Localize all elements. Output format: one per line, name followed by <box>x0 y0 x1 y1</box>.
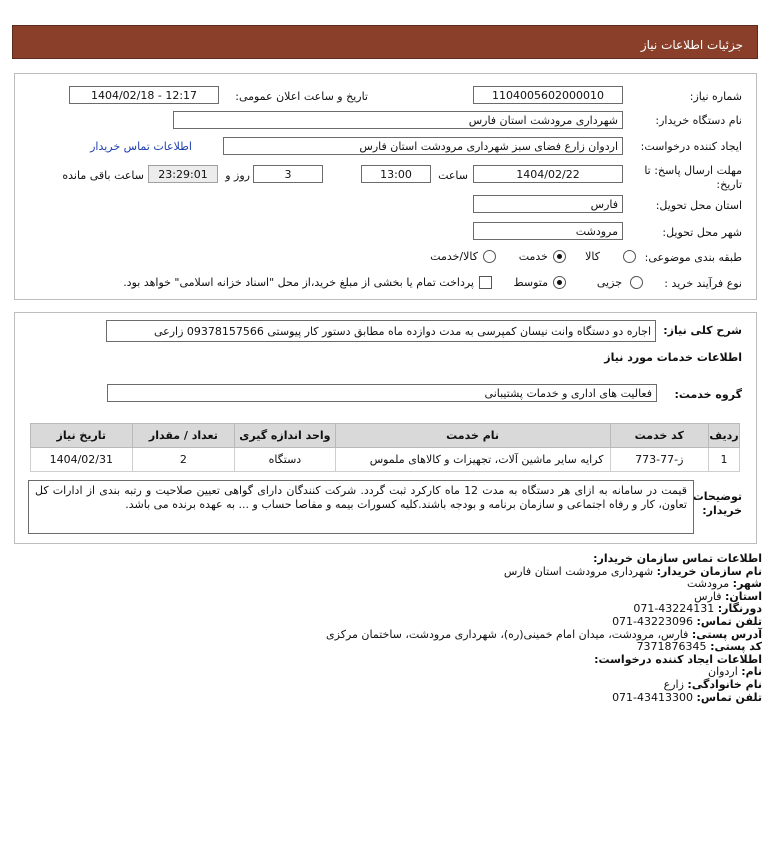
category-radio-service[interactable] <box>553 250 566 263</box>
category-option-service: خدمت <box>518 250 548 263</box>
requester-field: اردوان زارع فضای سبز شهرداری مرودشت استان فارس <box>223 137 623 155</box>
days-label: روز و <box>225 169 250 182</box>
treasury-note: پرداخت تمام یا بخشی از مبلغ خرید،از محل "اسناد خزانه اسلامی" خواهد بود. <box>123 276 474 289</box>
contact-phone-row: تلفن تماس: 071-43223096 <box>612 614 762 628</box>
service-group-label: گروه خدمت: <box>674 388 742 401</box>
creator-title: اطلاعات ایجاد کننده درخواست: <box>594 652 762 666</box>
cell-need-date: 1404/02/31 <box>31 448 133 472</box>
page-title-bar <box>12 25 758 59</box>
province-label: استان محل تحویل: <box>655 199 742 212</box>
city-field: مرودشت <box>473 222 623 240</box>
remaining-time-field: 23:29:01 <box>148 165 218 183</box>
table-header-row <box>31 424 740 448</box>
contact-org-row: نام سازمان خریدار: شهرداری مرودشت استان فارس <box>503 564 762 578</box>
cell-unit: دستگاه <box>235 448 336 472</box>
deadline-date-field: 1404/02/22 <box>473 165 623 183</box>
need-number-label: شماره نیاز: <box>689 90 742 103</box>
contact-postal-row: کد پستی: 7371876345 <box>636 640 762 654</box>
treasury-checkbox[interactable] <box>479 276 492 289</box>
col-service-code: کد خدمت <box>610 424 708 448</box>
contact-province-row: استان: فارس <box>694 589 762 603</box>
creator-phone-row: تلفن تماس: 071-43413300 <box>612 690 762 704</box>
process-label: نوع فرآیند خرید : <box>664 277 742 290</box>
announce-field: 1404/02/18 - 12:17 <box>69 86 219 104</box>
col-service-name: نام خدمت <box>335 424 610 448</box>
process-option-minor: جزیی <box>596 276 622 289</box>
cell-service-code: ز-77-773 <box>610 448 708 472</box>
table-row <box>31 448 740 472</box>
col-quantity: تعداد / مقدار <box>132 424 235 448</box>
remaining-label: ساعت باقی مانده <box>62 169 144 182</box>
announce-label: تاریخ و ساعت اعلان عمومی: <box>235 90 368 103</box>
page-title: جزئیات اطلاعات نیاز <box>640 38 743 52</box>
col-need-date: تاریخ نیاز <box>31 424 133 448</box>
service-group-field: فعالیت های اداری و خدمات پشتیبانی <box>107 384 657 402</box>
summary-label: شرح کلی نیاز: <box>663 324 742 337</box>
col-unit: واحد اندازه گیری <box>235 424 336 448</box>
contact-title: اطلاعات تماس سازمان خریدار: <box>593 552 762 565</box>
category-radio-goods[interactable] <box>623 250 636 263</box>
deadline-time-field: 13:00 <box>361 165 431 183</box>
requester-label: ایجاد کننده درخواست: <box>640 140 742 153</box>
process-option-medium: متوسط <box>513 276 548 289</box>
deadline-time-label: ساعت <box>438 169 468 182</box>
notes-field: قیمت در سامانه به ازای هر دستگاه به مدت 12 ماه کارکرد ثبت گردد. شرکت کنندگان دارای گواهی تعیین صلاحیت و رتبه بندی از ادارات کل تعاون، کار و رفاه اجتماعی و سازمان برنامه و بودجه باشند.کلیه کسورات بیمه و مفاصا حساب و ... به عهده برنده می باشد. <box>28 480 694 534</box>
cell-service-name: کرایه سایر ماشین آلات، تجهیزات و کالاهای ملموس <box>335 448 610 472</box>
category-option-goods: کالا <box>585 250 600 263</box>
creator-family-row: نام خانوادگی: زارع <box>663 677 762 691</box>
creator-name-row: نام: اردوان <box>708 665 762 679</box>
buyer-org-field: شهرداری مرودشت استان فارس <box>173 111 623 129</box>
city-label: شهر محل تحویل: <box>662 226 742 239</box>
contact-info <box>22 553 762 704</box>
summary-field: اجاره دو دستگاه وانت نیسان کمپرسی به مدت دوازده ماه مطابق دستور کار پیوستی 09378157566 زارعی <box>106 320 656 342</box>
services-section-title: اطلاعات خدمات مورد نیاز <box>604 351 742 364</box>
process-radio-medium[interactable] <box>553 276 566 289</box>
buyer-org-label: نام دستگاه خریدار: <box>655 114 742 127</box>
contact-address-row: آدرس پستی: فارس، مرودشت، میدان امام خمینی(ره)، شهرداری مرودشت، ساختمان مرکزی <box>326 627 762 641</box>
process-radio-minor[interactable] <box>630 276 643 289</box>
cell-row-number: 1 <box>709 448 740 472</box>
notes-label: توضیحات خریدار: <box>692 490 742 517</box>
category-label: طبقه بندی موضوعی: <box>644 251 742 264</box>
services-table <box>30 423 740 472</box>
contact-city-row: شهر: مرودشت <box>686 577 762 591</box>
category-option-goods-service: کالا/خدمت <box>430 250 478 263</box>
category-radio-goods-service[interactable] <box>483 250 496 263</box>
days-field: 3 <box>253 165 323 183</box>
cell-quantity: 2 <box>132 448 235 472</box>
contact-fax-row: دورنگار: 071-43224131 <box>633 602 762 616</box>
deadline-label: مهلت ارسال پاسخ: تا تاریخ: <box>644 164 742 191</box>
col-row-number: ردیف <box>709 424 740 448</box>
need-number-field: 1104005602000010 <box>473 86 623 104</box>
buyer-contact-link[interactable]: اطلاعات تماس خریدار <box>90 140 192 153</box>
province-field: فارس <box>473 195 623 213</box>
